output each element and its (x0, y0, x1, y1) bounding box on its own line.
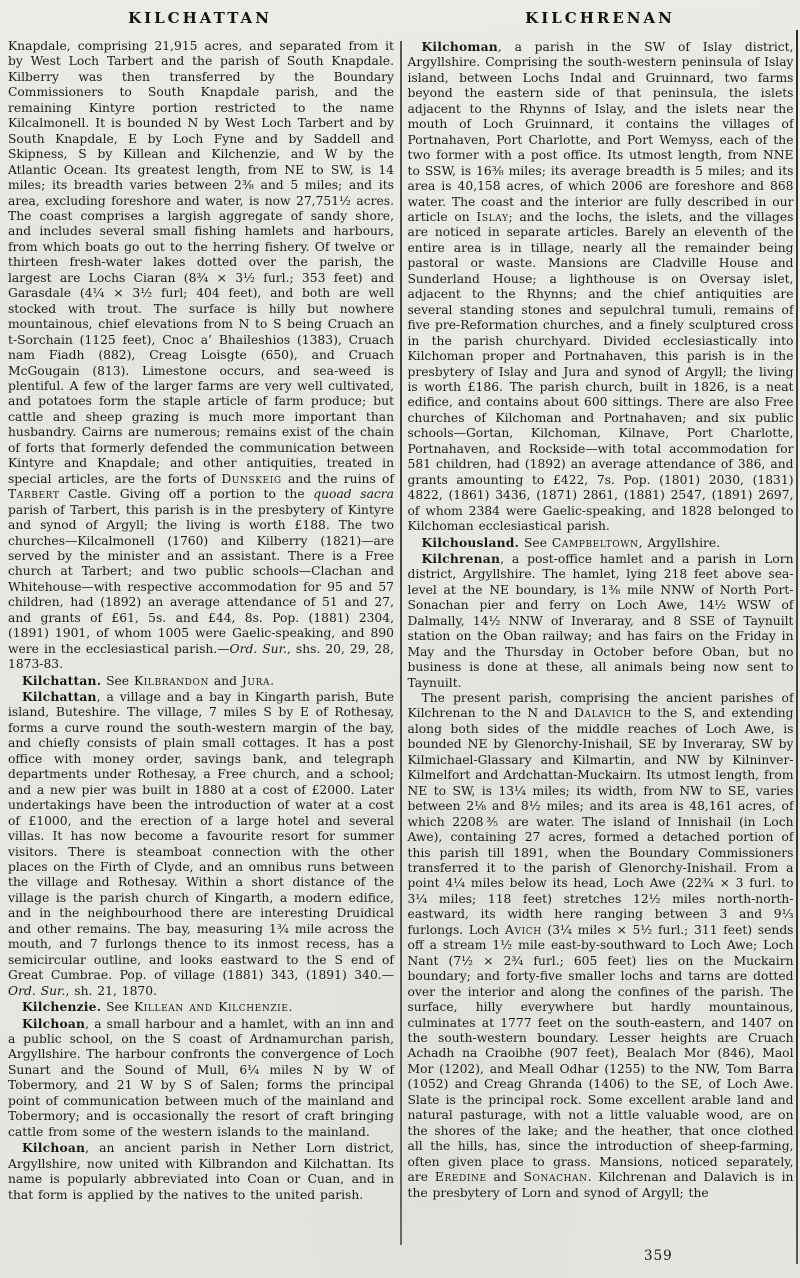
cross-reference: Avich (505, 922, 542, 937)
cross-reference: Islay (476, 209, 509, 224)
left-header-cell (0, 8, 400, 27)
running-heads (0, 8, 800, 27)
text-segment: , shs. 20, 29, 28, 1873-83. (8, 641, 394, 672)
text-segment: See (101, 1000, 134, 1015)
text-segment: , a post-office hamlet and a parish in Lorn district, Argyllshire. The hamlet, lying 218 feet above sea-level at the NE boundary, is 1⅜ mile NNW of North Port-Sonachan pier and ferry on Loch Awe, 14½ WSW of Dalmally, 14½ NNW of Inveraray, and 8 SSE of Taynuilt station on the Oban railway; and has fairs on the Friday in May and the Thursday in October before Oban, but no business is done at these, all animals being now sent to Taynuilt. (407, 551, 794, 690)
text-segment: Castle. Giving off a portion to the (59, 487, 314, 502)
text-segment: Ord. Sur. (8, 983, 66, 998)
right-header-cell (400, 8, 800, 27)
page-number: 359 (644, 1248, 673, 1264)
entry-headword: Kilchattan (22, 689, 97, 705)
entry-headword: Kilchousland. (421, 534, 520, 550)
text-segment: and the ruins of (281, 471, 395, 486)
paragraph (8, 673, 394, 689)
cross-reference: Tarbert (8, 487, 60, 502)
text-segment: parish of Tarbert, this parish is in the presbytery of Kintyre and synod of Argyll; the living is worth £188. The two churches—Kilcalmonell (1760) and Kilberry (1821)—are served by the minister and an assistant. There is a Free church at Tarbert; and two public schools—Clachan and Whitehouse—with respective accommodation for 95 and 57 children, had (1892) an average attendance of 51 and 27, and grants of £61, 5s. and £44, 8s. Pop. (1881) 2304, (1891) 1901, of whom 1005 were Gaelic-speaking, and 890 were in the ecclesiastical parish.— (8, 502, 394, 656)
left-column (8, 39, 394, 1245)
text-segment: , Argyllshire. (638, 535, 721, 550)
entry-headword: Kilchrenan (421, 550, 501, 566)
cross-reference: Eredine (434, 1170, 487, 1185)
entry-headword: Kilchattan. (22, 672, 102, 688)
column-divider-rule (400, 41, 402, 1245)
text-segment: . Kilchrenan and Dalavich is in the presbytery of Lorn and synod of Argyll; the (407, 1170, 794, 1200)
left-running-head: KILCHATTAN (128, 9, 272, 27)
text-segment: . (288, 1000, 293, 1015)
cross-reference: Dunskeig (221, 471, 282, 486)
text-segment: The present parish, comprising the ancient parishes of Kilchrenan to the N and (407, 691, 794, 721)
text-segment: Ord. Sur. (229, 641, 288, 656)
text-segment: (3¼ miles × 5½ furl.; 311 feet) sends off a stream 1½ mile east-by-southward to Loch Awe; Loch Nant (7½ × 2¾ furl.; 605 feet) lies on the Muckairn boundary; and forty-five smaller lochs and tarns are dotted over the interior and along the confines of the parish. The surface, hilly everywhere but hardly mountainous, culminates at 1777 feet on the south-eastern, and 1407 on the south-western boundary. Lesser heights are Cruach Achadh na Craoibhe (907 feet), Bealach Mor (846), Maol Mor (1202), and Meall Odhar (1255) to the NW, Tom Barra (1052) and Creag Ghranda (1406) to the SE, of Loch Awe. Slate is the principal rock. Some excellent arable land and natural pasturage, with not a little valuable wood, are on the shores of the lake; and the heather, that once clothed all the hills, has, since the introduction of sheep-farming, often given place to grass. Mansions, noticed separately, are (407, 922, 794, 1185)
entry-headword: Kilchoan (22, 1015, 86, 1031)
text-segment: . (270, 673, 275, 688)
entry-headword: Kilchoan (22, 1140, 86, 1156)
paragraph (8, 1140, 394, 1203)
text-segment: quoad sacra (313, 487, 394, 502)
text-segment: , sh. 21, 1870. (65, 983, 157, 998)
paragraph (408, 39, 794, 535)
cross-reference: Killean and Kilchenzie (133, 1000, 289, 1015)
text-segment: , a parish in the SW of Islay district, Argyllshire. Comprising the south-western peninsula of Islay island, between Lochs Indal and Gruinnard, two farms beyond the eastern side of that peninsula, the islets adjacent to the Rhynns of Islay, and the islets near the mouth of Loch Gruinnard, it contains the villages of Portnahaven, Port Charlotte, and Port Wemyss, each of the two former with a post office. Its utmost length, from NNE to SSW, is 16⅜ miles; its average breadth is 5 miles; and its area is 40,158 acres, of which 2006 are foreshore and 868 water. The coast and the interior are fully described in our article on (407, 40, 794, 224)
cross-reference: Kilbrandon (133, 673, 209, 688)
paragraph (408, 691, 794, 1201)
text-segment: See (101, 673, 134, 688)
cross-reference: Sonachan (523, 1170, 588, 1185)
text-segment: and (208, 673, 242, 688)
text-segment: See (519, 535, 552, 550)
paragraph (8, 39, 394, 673)
text-segment: Knapdale, comprising 21,915 acres, and separated from it by West Loch Tarbert and the parish of South Knapdale. Kilberry was then transferred by the Boundary Commissioners to South Knapdale parish, and the remaining Kintyre portion restricted to the name Kilcalmonell. It is bounded N by West Loch Tarbert and by South Knapdale, E by Loch Fyne and by Saddell and Skipness, S by Killean and Kilchenzie, and W by the Atlantic Ocean. Its greatest length, from NE to SW, is 14 miles; its breadth varies between 2⅜ and 5 miles; and its area, excluding foreshore and water, is now 27,751½ acres. The coast comprises a largish aggregate of sandy shore, and includes several small fishing hamlets and harbours, from which boats go out to the herring fishery. Of twelve or thirteen fresh-water lakes dotted over the parish, the largest are Lochs Ciaran (8¾ × 3½ furl.; 353 feet) and Garasdale (4¼ × 3½ furl; 404 feet), and both are well stocked with trout. The surface is hilly but nowhere mountainous, chief elevations from N to S being Cruach an t-Sorchain (1125 feet), Cnoc a’ Bhaileshios (1383), Cruach nam Fiadh (882), Creag Loisgte (650), and Cruach McGougain (813). Limestone occurs, and sea-weed is plentiful. A few of the larger farms are very well cultivated, and potatoes form the staple article of farm produce; but cattle and sheep grazing is much more important than husbandry. Cairns are numerous; remains exist of the chain of forts that formerly defended the communication between Kintyre and Knapdale; and other antiquities, treated in special articles, are the forts of (8, 39, 394, 486)
paragraph (408, 551, 794, 691)
right-column (408, 39, 794, 1245)
text-segment: , a small harbour and a hamlet, with an inn and a public school, on the S coast of Ardnamurchan parish, Argyllshire. The harbour confronts the convergence of Loch Sunart and the Sound of Mull, 6¼ miles N by W of Tobermory, and 21 W by S of Salen; forms the principal point of communication between much of the mainland and Tobermory; and is occasionally the resort of craft bringing cattle from some of the western islands to the mainland. (8, 1016, 394, 1139)
cross-reference: Dalavich (574, 706, 633, 721)
right-running-head: KILCHRENAN (525, 9, 675, 27)
text-columns (8, 39, 794, 1245)
paragraph (8, 1016, 394, 1141)
entry-headword: Kilchenzie. (22, 999, 102, 1015)
cross-reference: Campbeltown (551, 535, 639, 550)
text-segment: ; and the lochs, the islets, and the villages are noticed in separate articles. Barely an eleventh of the entire area is in tillage, nearly all the remainder being pastoral or waste. Mansions are Cladville House and Sunderland House; a lighthouse is on Oversay islet, adjacent to the Rhynns; and the chief antiquities are several standing stones and sepulchral tumuli, remains of five pre-Reformation churches, and a finely sculptured cross in the parish churchyard. Divided ecclesiastically into Kilchoman proper and Portnahaven, this parish is in the presbytery of Islay and Jura and synod of Argyll; the living is worth £186. The parish church, built in 1826, is a neat edifice, and contains about 600 sittings. There are also Free churches of Kilchoman and Portnahaven; and six public schools—Gortan, Kilchoman, Kilnave, Port Charlotte, Portnahaven, and Rockside—with total accommodation for 581 children, had (1892) an average attendance of 386, and grants amounting to £422, 7s. Pop. (1801) 2030, (1831) 4822, (1861) 3436, (1871) 2861, (1881) 2547, (1891) 2697, of whom 2384 were Gaelic-speaking, and 1828 belonged to Kilchoman ecclesiastical parish. (407, 209, 794, 534)
paragraph (8, 689, 394, 999)
text-segment: and (486, 1170, 524, 1185)
text-segment: , a village and a bay in Kingarth parish, Bute island, Buteshire. The village, 7 miles S by E of Rothesay, forms a curve round the south-western margin of the bay, and chiefly consists of plain small cottages. It has a post office with money order, savings bank, and telegraph departments under Rothesay, a Free church, and a school; and a new pier was built in 1880 at a cost of £2000. Later undertakings have been the introduction of water at a cost of £1000, and the erection of a large hotel and several villas. It has now become a favourite resort for summer visitors. There is steamboat connection with the other places on the Firth of Clyde, and an omnibus runs between the village and Rothesay. Within a short distance of the village is the parish church of Kingarth, a modern edifice, and in the neighbourhood there are interesting Druidical and other remains. The bay, measuring 1¾ mile across the mouth, and 7 furlongs thence to its inmost recess, has a semicircular outline, and looks eastward to the S end of Great Cumbrae. Pop. of village (1881) 343, (1891) 340.— (8, 690, 394, 983)
page-edge-rule (796, 30, 798, 1264)
text-segment: , an ancient parish in Nether Lorn district, Argyllshire, now united with Kilbrandon and Kilchattan. Its name is popularly abbreviated into Coan or Cuan, and in that form is applied by the natives to the united parish. (8, 1141, 394, 1202)
text-segment: to the S, and extending along both sides of the middle reaches of Loch Awe, is bounded NE by Glenorchy-Inishail, SE by Inveraray, SW by Kilmichael-Glassary and Kilmartin, and NW by Kilninver-Kilmelfort and Ardchattan-Muckairn. Its utmost length, from NE to SW, is 13¼ miles; its width, from NW to SE, varies between 2⅛ and 8½ miles; and its area is 48,161 acres, of which 2208⅗ are water. The island of Innishail (in Loch Awe), containing 27 acres, formed a detached portion of this parish till 1891, when the Boundary Commissioners transferred it to the parish of Glenorchy-Inishail. From a point 4¼ miles below its head, Loch Awe (22¾ × 3 furl. to 3¼ miles; 118 feet) stretches 12½ miles north-north-eastward, its width here ranging between 3 and 9⅓ furlongs. Loch (407, 706, 794, 937)
cross-reference: Jura (241, 673, 271, 688)
paragraph (8, 999, 394, 1015)
paragraph (408, 535, 794, 551)
entry-headword: Kilchoman (421, 39, 498, 54)
